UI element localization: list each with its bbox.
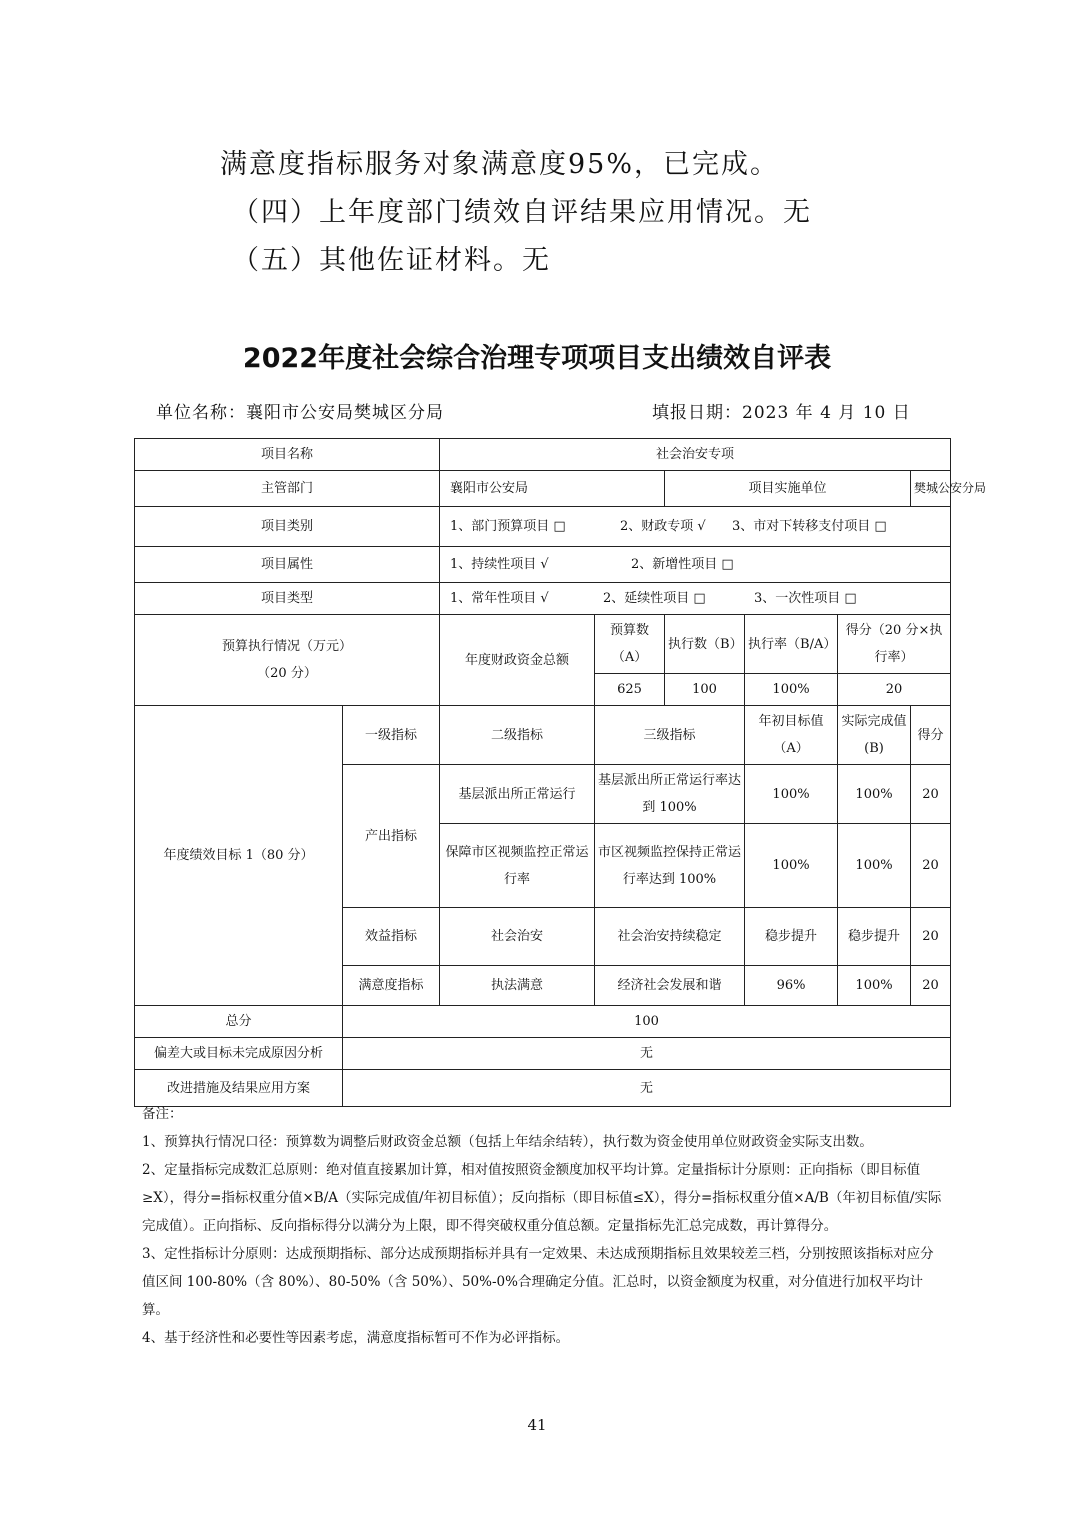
intro-paragraph-3: （五）其他佐证材料。无 — [232, 245, 551, 276]
improvement-value: 无 — [343, 1070, 951, 1107]
category-option: 2、财政专项 √ — [619, 519, 706, 534]
table-row — [135, 471, 951, 507]
note-item: 1、预算执行情况口径：预算数为调整后财政资金总额（包括上年结余结转），执行数为资金使用单位财政资金实际支出数。 — [142, 1134, 873, 1150]
attribute-options — [440, 547, 951, 583]
budget-value: 625 — [595, 674, 665, 706]
table-row — [135, 507, 951, 547]
attribute-option: 1、持续性项目 √ — [450, 557, 549, 572]
impl-unit-value: 樊城公安分局 — [911, 471, 951, 507]
table-row — [135, 615, 951, 674]
notes-section — [142, 1100, 942, 1352]
page-number: 41 — [527, 1416, 547, 1434]
impl-unit-label: 项目实施单位 — [665, 471, 911, 507]
type-option: 3、一次性项目 □ — [753, 591, 857, 606]
unit-name: 单位名称：襄阳市公安局樊城区分局 — [156, 403, 444, 423]
page-title: 2022年度社会综合治理专项项目支出绩效自评表 — [242, 343, 832, 374]
annual-goal-label: 年度绩效目标 1（80 分） — [135, 706, 343, 1006]
deviation-value: 无 — [343, 1038, 951, 1070]
category-label: 项目类别 — [135, 507, 440, 547]
level3-cell: 市区视频监控保持正常运行率达到 100% — [595, 824, 745, 908]
dept-value: 襄阳市公安局 — [440, 471, 665, 507]
level2-cell: 执法满意 — [440, 966, 595, 1006]
attribute-label: 项目属性 — [135, 547, 440, 583]
fill-date: 填报日期：2023 年 4 月 10 日 — [652, 403, 911, 423]
table-row — [135, 1038, 951, 1070]
level1-header: 一级指标 — [343, 706, 440, 765]
level2-cell: 基层派出所正常运行 — [440, 765, 595, 824]
total-score-value: 100 — [343, 1006, 951, 1038]
note-item: 3、定性指标计分原则：达成预期指标、部分达成预期指标并具有一定效果、未达成预期指标且效果较差三档，分别按照该指标对应分值区间 100-80%（含 80%）、80-50%（含 50%）、50%-0%合理确定分值。汇总时，以资金额度为权重，对分值进行加权平均计算。 — [142, 1246, 934, 1318]
level3-cell: 经济社会发展和谐 — [595, 966, 745, 1006]
actual-header: 实际完成值(B) — [838, 706, 911, 765]
type-option: 2、延续性项目 □ — [602, 591, 706, 606]
attribute-option: 2、新增性项目 □ — [630, 557, 734, 572]
category-option: 3、市对下转移支付项目 □ — [731, 519, 887, 534]
target-cell: 100% — [745, 824, 838, 908]
item-score-header: 得分 — [911, 706, 951, 765]
type-label: 项目类型 — [135, 583, 440, 615]
type-options — [440, 583, 951, 615]
project-name-value: 社会治安专项 — [440, 439, 951, 471]
level2-header: 二级指标 — [440, 706, 595, 765]
actual-cell: 稳步提升 — [838, 908, 911, 966]
budget-exec-label-line1: 预算执行情况（万元） — [222, 639, 353, 654]
target-cell: 100% — [745, 765, 838, 824]
category-option: 1、部门预算项目 □ — [450, 519, 566, 534]
budget-exec-label-line2: （20 分） — [257, 666, 317, 681]
rate-header: 执行率（B/A） — [745, 615, 838, 674]
score-header: 得分（20 分×执行率） — [838, 615, 951, 674]
table-row — [135, 547, 951, 583]
satisfaction-indicator-label: 满意度指标 — [343, 966, 440, 1006]
category-options — [440, 507, 951, 547]
score-cell: 20 — [911, 908, 951, 966]
output-indicator-label: 产出指标 — [343, 765, 440, 908]
score-cell: 20 — [911, 966, 951, 1006]
budget-exec-label — [135, 615, 440, 706]
exec-header: 执行数（B） — [665, 615, 745, 674]
intro-paragraph-1: 满意度指标服务对象满意度95%，已完成。 — [220, 149, 780, 180]
dept-label: 主管部门 — [135, 471, 440, 507]
table-row — [135, 439, 951, 471]
level2-cell: 社会治安 — [440, 908, 595, 966]
actual-cell: 100% — [838, 966, 911, 1006]
level3-cell: 基层派出所正常运行率达到 100% — [595, 765, 745, 824]
total-score-label: 总分 — [135, 1006, 343, 1038]
score-cell: 20 — [911, 765, 951, 824]
target-cell: 稳步提升 — [745, 908, 838, 966]
level2-cell: 保障市区视频监控正常运行率 — [440, 824, 595, 908]
score-value: 20 — [838, 674, 951, 706]
table-row — [135, 583, 951, 615]
improvement-label: 改进措施及结果应用方案 — [135, 1070, 343, 1107]
target-header: 年初目标值（A） — [745, 706, 838, 765]
actual-cell: 100% — [838, 824, 911, 908]
level3-cell: 社会治安持续稳定 — [595, 908, 745, 966]
benefit-indicator-label: 效益指标 — [343, 908, 440, 966]
deviation-label: 偏差大或目标未完成原因分析 — [135, 1038, 343, 1070]
level3-header: 三级指标 — [595, 706, 745, 765]
note-item: 2、定量指标完成数汇总原则：绝对值直接累加计算，相对值按照资金额度加权平均计算。定量指标计分原则：正向指标（即目标值≥X），得分=指标权重分值×B/A（实际完成值/年初目标值）；反向指标（即目标值≤X），得分=指标权重分值×A/B（年初目标值/实际完成值）。正向指标、反向指标得分以满分为上限，即不得突破权重分值总额。定量指标先汇总完成数，再计算得分。 — [142, 1162, 942, 1234]
note-item: 4、基于经济性和必要性等因素考虑，满意度指标暂可不作为必评指标。 — [142, 1330, 570, 1346]
fund-total-label: 年度财政资金总额 — [440, 615, 595, 706]
rate-value: 100% — [745, 674, 838, 706]
notes-heading: 备注： — [142, 1106, 183, 1122]
target-cell: 96% — [745, 966, 838, 1006]
table-row — [135, 706, 951, 765]
score-cell: 20 — [911, 824, 951, 908]
type-option: 1、常年性项目 √ — [450, 591, 549, 606]
table-row — [135, 1006, 951, 1038]
project-name-label: 项目名称 — [135, 439, 440, 471]
intro-paragraph-2: （四）上年度部门绩效自评结果应用情况。无 — [232, 197, 812, 228]
actual-cell: 100% — [838, 765, 911, 824]
exec-value: 100 — [665, 674, 745, 706]
budget-header: 预算数（A） — [595, 615, 665, 674]
evaluation-table — [134, 438, 987, 1107]
